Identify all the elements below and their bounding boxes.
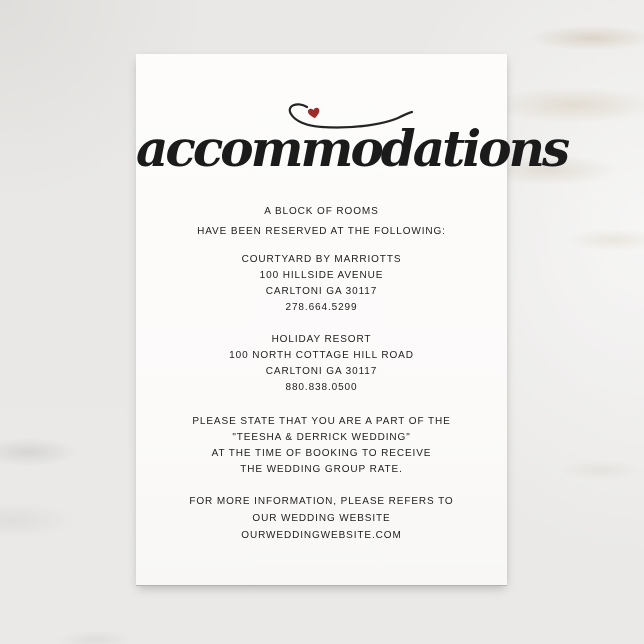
hotel-city: CARLTONI GA 30117 [265,286,378,297]
intro-block [146,202,497,242]
intro-line-1: A BLOCK OF ROOMS [264,206,379,217]
info-note-block [146,493,497,544]
hotel-address: 100 HILLSIDE AVENUE [259,270,384,281]
hotel-phone: 278.664.5299 [285,302,358,313]
hotel-block-holiday-resort [146,332,497,396]
booking-note-line-4: THE WEDDING GROUP RATE. [240,464,403,475]
info-note-line-2: OUR WEDDING WEBSITE [252,513,391,524]
hotel-address: 100 NORTH COTTAGE HILL ROAD [229,350,414,361]
booking-note-line-2: "TEESHA & DERRICK WEDDING" [232,432,411,443]
hotel-city: CARLTONI GA 30117 [265,366,378,377]
heart-icon [308,107,321,119]
hotel-phone: 880.838.0500 [285,382,358,393]
wedding-website-url: OURWEDDINGWEBSITE.COM [241,530,402,541]
booking-note-line-1: PLEASE STATE THAT YOU ARE A PART OF THE [192,416,451,427]
card-headline [136,54,568,204]
hotel-name: COURTYARD BY MARRIOTTS [241,254,402,265]
booking-note-block [146,414,497,478]
hotel-name: HOLIDAY RESORT [271,334,372,345]
card-title: accommodations [136,119,568,178]
accommodations-card [136,54,568,585]
hotel-block-courtyard [146,252,497,316]
intro-line-2: HAVE BEEN RESERVED AT THE FOLLOWING: [197,226,446,237]
booking-note-line-3: AT THE TIME OF BOOKING TO RECEIVE [211,448,432,459]
card-body-text [146,202,497,544]
info-note-line-1: FOR MORE INFORMATION, PLEASE REFERS TO [189,496,454,507]
